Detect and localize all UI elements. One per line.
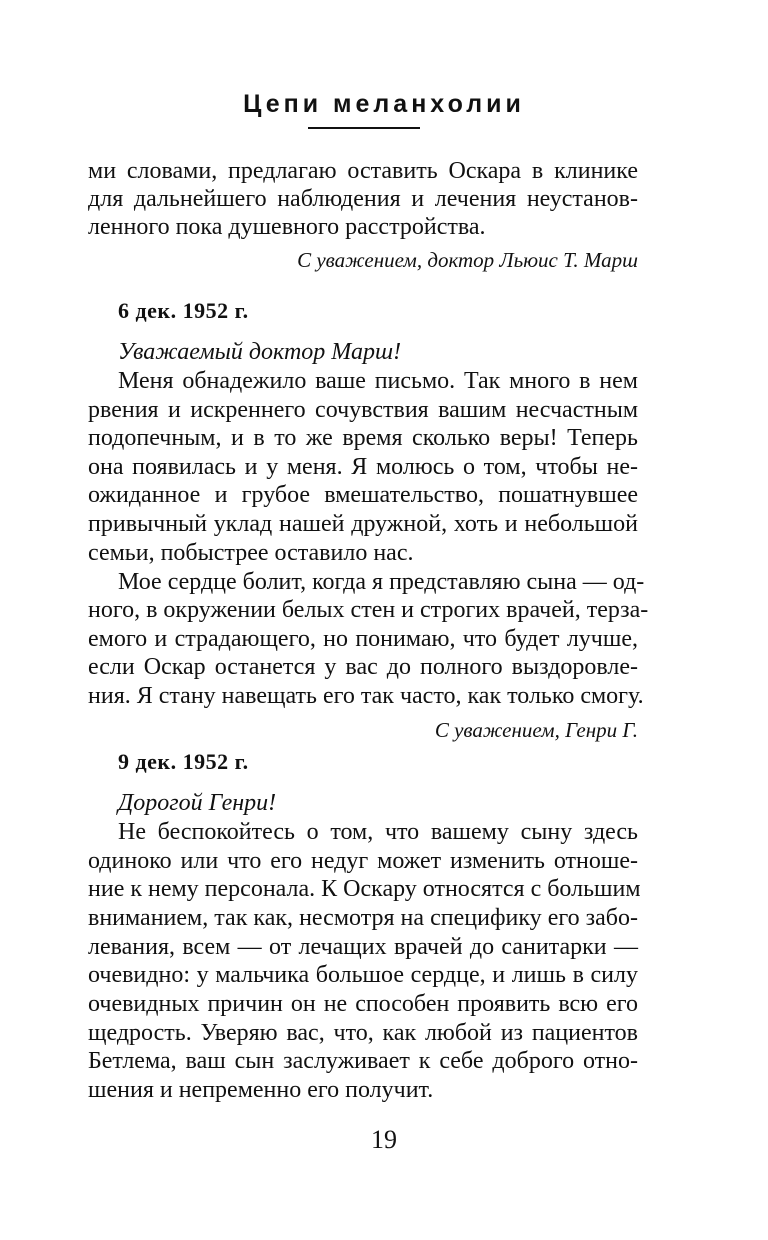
letter-date: 6 дек. 1952 г. [118,298,249,323]
salutation: Уважаемый доктор Марш! [118,339,402,365]
text-line: если Оскар останется у вас до полного выздоровле- [88,654,638,680]
signature-henry: С уважением, Генри Г. [434,718,638,742]
text-line: левания, всем — от лечащих врачей до санитарки — [88,934,638,960]
text-line: ния. Я стану навещать его так часто, как только смогу. [88,683,644,709]
text-line: вниманием, так как, несмотря на специфику его забо- [88,905,638,931]
text-line: она появилась и у меня. Я молюсь о том, чтобы не- [88,454,638,480]
text-line: щедрость. Уверяю вас, что, как любой из пациентов [88,1020,638,1046]
text-line: привычный уклад нашей дружной, хоть и небольшой [88,511,638,537]
text-line: Мое сердце болит, когда я представляю сына — од- [118,569,645,595]
salutation: Дорогой Генри! [118,790,277,816]
text-line: ленного пока душевного расстройства. [88,214,486,240]
text-line: ми словами, предлагаю оставить Оскара в клинике [88,158,638,184]
text-line: ного, в окружении белых стен и строгих врачей, терза- [88,597,649,623]
text-line: очевидно: у мальчика большое сердце, и лишь в силу [88,962,638,988]
text-line: подопечным, и в то же время сколько веры! Теперь [88,425,638,451]
text-line: семьи, побыстрее оставило нас. [88,540,414,566]
text-line: ожиданное и грубое вмешательство, пошатнувшее [88,482,638,508]
text-line: емого и страдающего, но понимаю, что будет лучше, [88,626,638,652]
text-line: ние к нему персонала. К Оскару относятся с большим [88,876,641,902]
text-line: Меня обнадежило ваше письмо. Так много в нем [118,368,638,394]
signature-marsh: С уважением, доктор Льюис Т. Марш [297,248,638,272]
letter-date: 9 дек. 1952 г. [118,749,249,774]
running-title: Цепи меланхолии [243,90,525,118]
text-line: рвения и искреннего сочувствия вашим несчастным [88,397,638,423]
text-line: очевидных причин он не способен проявить всю его [88,991,638,1017]
text-line: Не беспокойтесь о том, что вашему сыну здесь [118,819,638,845]
text-line: одиноко или что его недуг может изменить отноше- [88,848,638,874]
text-line: для дальнейшего наблюдения и лечения неустанов- [88,186,638,212]
text-line: Бетлема, ваш сын заслуживает к себе доброго отно- [88,1048,638,1074]
page-number: 19 [371,1125,397,1154]
header-rule [308,127,420,129]
text-line: шения и непременно его получит. [88,1077,434,1103]
